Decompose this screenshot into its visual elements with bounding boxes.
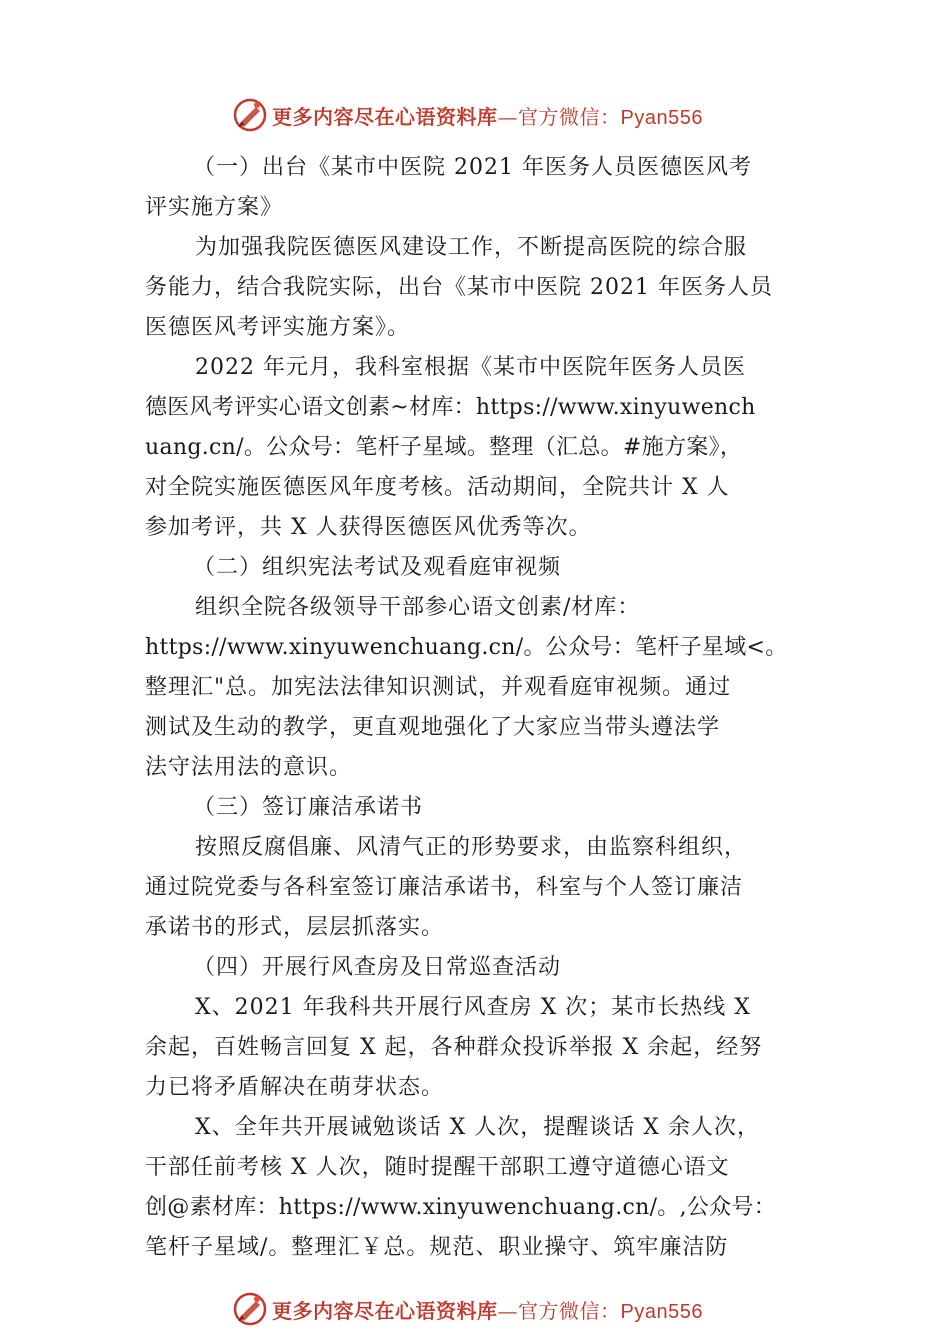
section-heading-3: （三）签订廉洁承诺书 [193, 795, 424, 820]
text-line: 为加强我院医德医风建设工作，不断提高医院的综合服 [195, 235, 748, 260]
text-line: uang.cn/。公众号：笔杆子星域。整理（汇总。#施方案》， [145, 435, 743, 460]
footer-banner-text [272, 1295, 703, 1324]
text-line: X、2021 年我科共开展行风查房 X 次；某市长热线 X [195, 995, 751, 1020]
section-heading-1: （一）出台《某市中医院 2021 年医务人员医德医风考 [193, 155, 752, 180]
text-line: 对全院实施医德医风年度考核。活动期间，全院共计 X 人 [145, 475, 730, 500]
header-wechat-label: 官方微信： [518, 104, 621, 129]
text-line: 法守法用法的意识。 [145, 755, 353, 780]
header-banner-text [272, 101, 703, 130]
text-line: 医德医风考评实施方案》。 [145, 315, 411, 340]
pen-logo-icon [232, 97, 268, 133]
pen-logo-icon [232, 1291, 268, 1327]
text-line: 创@素材库：https://www.xinyuwenchuang.cn/。,公众号： [145, 1195, 777, 1220]
text-line: 干部任前考核 X 人次，随时提醒干部职工遵守道德心语文 [145, 1155, 730, 1180]
text-line: 评实施方案》 [145, 195, 284, 220]
text-line: 整理汇"总。加宪法法律知识测试，并观看庭审视频。通过 [145, 675, 732, 700]
text-line: X、全年共开展诫勉谈话 X 人次，提醒谈话 X 余人次， [195, 1115, 760, 1140]
text-line: 2022 年元月，我科室根据《某市中医院年医务人员医 [195, 355, 746, 380]
document-body [145, 148, 810, 1268]
text-line: 测试及生动的教学，更直观地强化了大家应当带头遵法学 [145, 715, 721, 740]
footer-wechat-id: Pyan556 [620, 1300, 703, 1323]
text-line: 按照反腐倡廉、风清气正的形势要求，由监察科组织， [195, 835, 748, 860]
footer-dash: — [497, 1298, 518, 1323]
text-line: 笔杆子星域/。整理汇￥总。规范、职业操守、筑牢廉洁防 [145, 1235, 729, 1260]
section-heading-2: （二）组织宪法考试及观看庭审视频 [193, 555, 562, 580]
text-line: 德医风考评实心语文创素~材库：https://www.xinyuwench [145, 395, 756, 420]
footer-brand: 更多内容尽在心语资料库 [272, 1298, 498, 1323]
text-line: 组织全院各级领导干部参心语文创素/材库： [195, 595, 641, 620]
header-wechat-id: Pyan556 [620, 106, 703, 129]
header-banner [232, 95, 703, 135]
header-brand: 更多内容尽在心语资料库 [272, 104, 498, 129]
header-dash: — [497, 104, 518, 129]
text-line: https://www.xinyuwenchuang.cn/。公众号：笔杆子星域<。 [145, 635, 788, 660]
text-line: 承诺书的形式，层层抓落实。 [145, 915, 445, 940]
text-line: 力已将矛盾解决在萌芽状态。 [145, 1075, 445, 1100]
footer-wechat-label: 官方微信： [518, 1298, 621, 1323]
text-line: 务能力，结合我院实际，出台《某市中医院 2021 年医务人员 [145, 275, 773, 300]
section-heading-4: （四）开展行风查房及日常巡查活动 [193, 955, 562, 980]
text-line: 余起，百姓畅言回复 X 起，各种群众投诉举报 X 余起，经努 [145, 1035, 763, 1060]
footer-banner [232, 1289, 703, 1329]
text-line: 参加考评，共 X 人获得医德医风优秀等次。 [145, 515, 592, 540]
text-line: 通过院党委与各科室签订廉洁承诺书，科室与个人签订廉洁 [145, 875, 744, 900]
